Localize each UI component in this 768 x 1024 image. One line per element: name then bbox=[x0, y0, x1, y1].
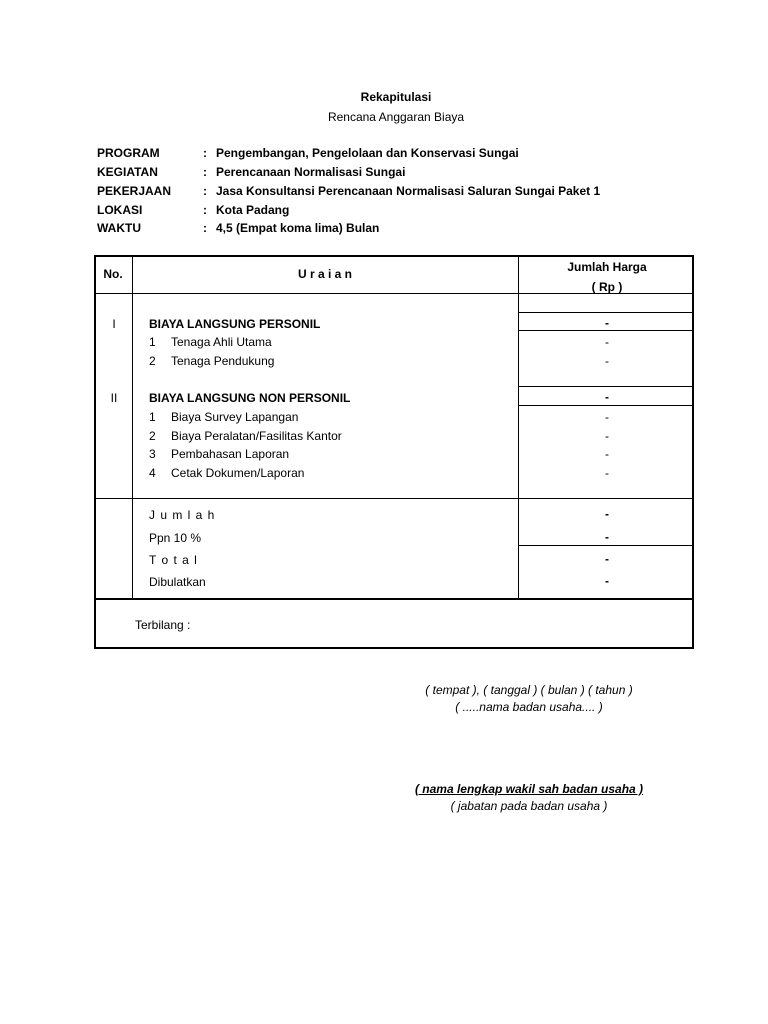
header-uraian: U r a i a n bbox=[297, 267, 353, 281]
item-name: Biaya Survey Lapangan bbox=[171, 410, 299, 424]
header-no: No. bbox=[103, 267, 123, 281]
document-title: Rekapitulasi bbox=[360, 90, 432, 104]
info-sep: : bbox=[203, 165, 207, 179]
item-value: - bbox=[605, 429, 609, 443]
info-label-pekerjaan: PEKERJAAN bbox=[97, 184, 172, 198]
signatory-position: ( jabatan pada badan usaha ) bbox=[450, 799, 608, 813]
info-value-program: Pengembangan, Pengelolaan dan Konservasi Sungai bbox=[216, 146, 519, 160]
place-date: ( tempat ), ( tanggal ) ( bulan ) ( tahun ) bbox=[425, 683, 633, 697]
value-divider bbox=[518, 312, 694, 313]
company-name: ( .....nama badan usaha.... ) bbox=[455, 700, 603, 714]
info-value-waktu: 4,5 (Empat koma lima) Bulan bbox=[216, 221, 380, 235]
info-label-kegiatan: KEGIATAN bbox=[97, 165, 158, 179]
item-value: - bbox=[605, 447, 609, 461]
summary-total-label: T o t a l bbox=[149, 553, 198, 567]
item-name: Biaya Peralatan/Fasilitas Kantor bbox=[171, 429, 342, 443]
group-total: - bbox=[605, 316, 609, 330]
info-value-kegiatan: Perencanaan Normalisasi Sungai bbox=[216, 165, 406, 179]
summary-dibulatkan-label: Dibulatkan bbox=[149, 575, 206, 589]
section-divider bbox=[95, 498, 693, 499]
info-value-lokasi: Kota Padang bbox=[216, 203, 290, 217]
header-jumlah: Jumlah Harga bbox=[567, 260, 647, 274]
info-value-pekerjaan: Jasa Konsultansi Perencanaan Normalisasi Saluran Sungai Paket 1 bbox=[216, 184, 601, 198]
group-title: BIAYA LANGSUNG PERSONIL bbox=[149, 317, 321, 331]
group-number: I bbox=[112, 317, 116, 331]
value-divider bbox=[518, 330, 694, 331]
group-number: II bbox=[110, 391, 118, 405]
info-label-waktu: WAKTU bbox=[97, 221, 141, 235]
item-name: Cetak Dokumen/Laporan bbox=[171, 466, 305, 480]
item-value: - bbox=[605, 466, 609, 480]
item-number: 1 bbox=[149, 410, 156, 424]
summary-jumlah-value: - bbox=[605, 507, 609, 521]
info-label-program: PROGRAM bbox=[97, 146, 160, 160]
header-rp: ( Rp ) bbox=[591, 280, 623, 294]
item-value: - bbox=[605, 410, 609, 424]
item-number: 1 bbox=[149, 335, 156, 349]
item-name: Pembahasan Laporan bbox=[171, 447, 290, 461]
item-name: Tenaga Pendukung bbox=[171, 354, 275, 368]
summary-ppn-value: - bbox=[605, 530, 609, 544]
info-sep: : bbox=[203, 221, 207, 235]
value-divider bbox=[518, 405, 694, 406]
item-number: 3 bbox=[149, 447, 156, 461]
group-title: BIAYA LANGSUNG NON PERSONIL bbox=[149, 391, 351, 405]
summary-total-value: - bbox=[605, 552, 609, 566]
terbilang-divider bbox=[95, 598, 693, 600]
item-name: Tenaga Ahli Utama bbox=[171, 335, 272, 349]
info-label-lokasi: LOKASI bbox=[97, 203, 143, 217]
summary-ppn-label: Ppn 10 % bbox=[149, 531, 202, 545]
info-sep: : bbox=[203, 184, 207, 198]
item-number: 2 bbox=[149, 354, 156, 368]
col-divider-no bbox=[132, 256, 133, 598]
item-value: - bbox=[605, 335, 609, 349]
value-divider bbox=[518, 386, 694, 387]
info-sep: : bbox=[203, 203, 207, 217]
terbilang-label: Terbilang : bbox=[135, 618, 191, 632]
info-sep: : bbox=[203, 146, 207, 160]
signatory-name: ( nama lengkap wakil sah badan usaha ) bbox=[414, 782, 644, 796]
item-value: - bbox=[605, 354, 609, 368]
summary-jumlah-label: J u m l a h bbox=[149, 508, 216, 522]
item-number: 2 bbox=[149, 429, 156, 443]
col-divider-jumlah bbox=[518, 256, 519, 598]
summary-dibulatkan-value: - bbox=[605, 574, 609, 588]
item-number: 4 bbox=[149, 466, 156, 480]
document-subtitle: Rencana Anggaran Biaya bbox=[327, 110, 465, 124]
value-divider bbox=[518, 545, 694, 546]
group-total: - bbox=[605, 390, 609, 404]
